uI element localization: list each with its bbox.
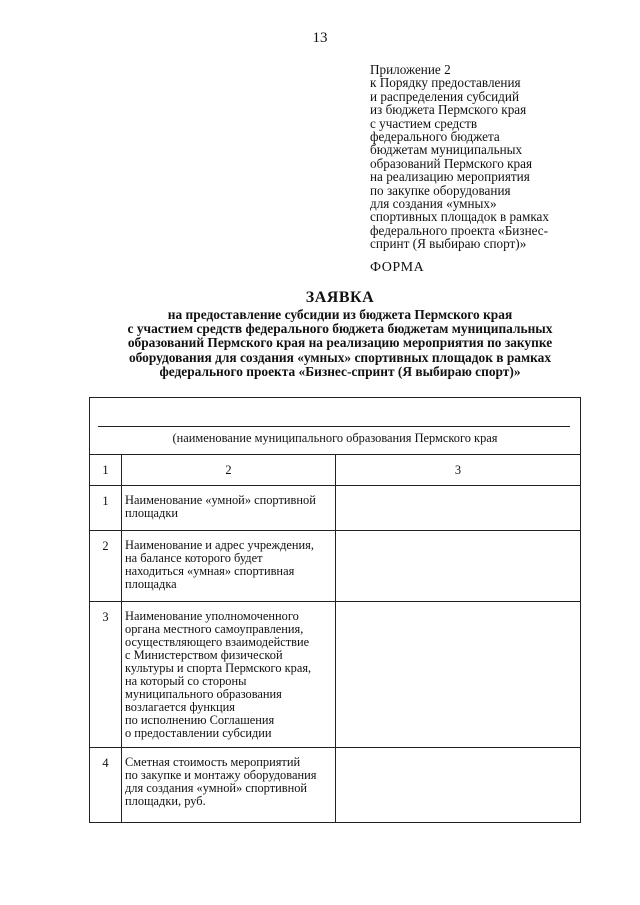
row-value-cell[interactable] [336, 748, 581, 823]
row-label: Наименование уполномоченного органа местного самоуправления, осуществляющего взаимодействие с Министерством физической культуры и спорта Пермского края, на который со стороны муниципального образования возлагается функция по исполнению Соглашения о предоставлении субсидии [122, 602, 336, 748]
header-col-2: 2 [122, 455, 336, 486]
form-label: ФОРМА [370, 260, 425, 275]
table-row [90, 531, 581, 602]
row-number: 3 [90, 602, 122, 748]
row-number: 1 [90, 486, 122, 531]
appendix-header [370, 63, 620, 251]
row-number: 4 [90, 748, 122, 823]
table-row [90, 748, 581, 823]
appendix-line: для создания «умных» [370, 196, 497, 212]
row-value-cell[interactable] [336, 486, 581, 531]
appendix-line: с участием средств [370, 115, 478, 131]
appendix-line: спринт (Я выбираю спорт)» [370, 236, 527, 252]
table-row [90, 602, 581, 748]
subtitle-line: оборудования для создания «умных» спортивных площадок в рамках [128, 349, 552, 365]
row-value-cell[interactable] [336, 531, 581, 602]
row-label: Наименование «умной» спортивной площадки [122, 486, 336, 531]
appendix-line: федерального бюджета [370, 129, 500, 145]
table-header-row [90, 455, 581, 486]
appendix-line: из бюджета Пермского края [370, 102, 527, 118]
header-col-3: 3 [336, 455, 581, 486]
subtitle-line: на предоставление субсидии из бюджета Пермского края [167, 307, 513, 322]
subtitle-line: с участием средств федерального бюджета бюджетам муниципальных [127, 321, 553, 337]
document-subtitle [80, 308, 600, 379]
row-label: Наименование и адрес учреждения, на балансе которого будет находиться «умная» спортивная площадка [122, 531, 336, 602]
municipality-name-line [98, 426, 570, 427]
appendix-line: федерального проекта «Бизнес- [370, 222, 549, 238]
municipality-name-cell[interactable] [90, 398, 581, 455]
row-number: 2 [90, 531, 122, 602]
municipality-name-caption: (наименование муниципального образования Пермского края [172, 431, 498, 445]
appendix-line: Приложение 2 [370, 62, 451, 77]
appendix-line: и распределения субсидий [370, 88, 520, 104]
appendix-line: к Порядку предоставления [370, 75, 521, 91]
subtitle-line: образований Пермского края на реализацию мероприятия по закупке [127, 335, 553, 351]
appendix-line: образований Пермского края [370, 155, 533, 171]
subtitle-line: федерального проекта «Бизнес-спринт (Я выбираю спорт)» [159, 363, 521, 379]
appendix-line: бюджетам муниципальных [370, 142, 523, 158]
row-value-cell[interactable] [336, 602, 581, 748]
row-label: Сметная стоимость мероприятий по закупке и монтажу оборудования для создания «умной» спортивной площадки, руб. [122, 748, 336, 823]
document-title: ЗАЯВКА [305, 289, 375, 306]
appendix-line: на реализацию мероприятия [370, 169, 530, 185]
page-number: 13 [312, 30, 328, 46]
header-col-1: 1 [90, 455, 122, 486]
table-row [90, 486, 581, 531]
appendix-line: спортивных площадок в рамках [370, 209, 549, 225]
appendix-line: по закупке оборудования [370, 182, 511, 198]
application-form-table [89, 397, 581, 823]
